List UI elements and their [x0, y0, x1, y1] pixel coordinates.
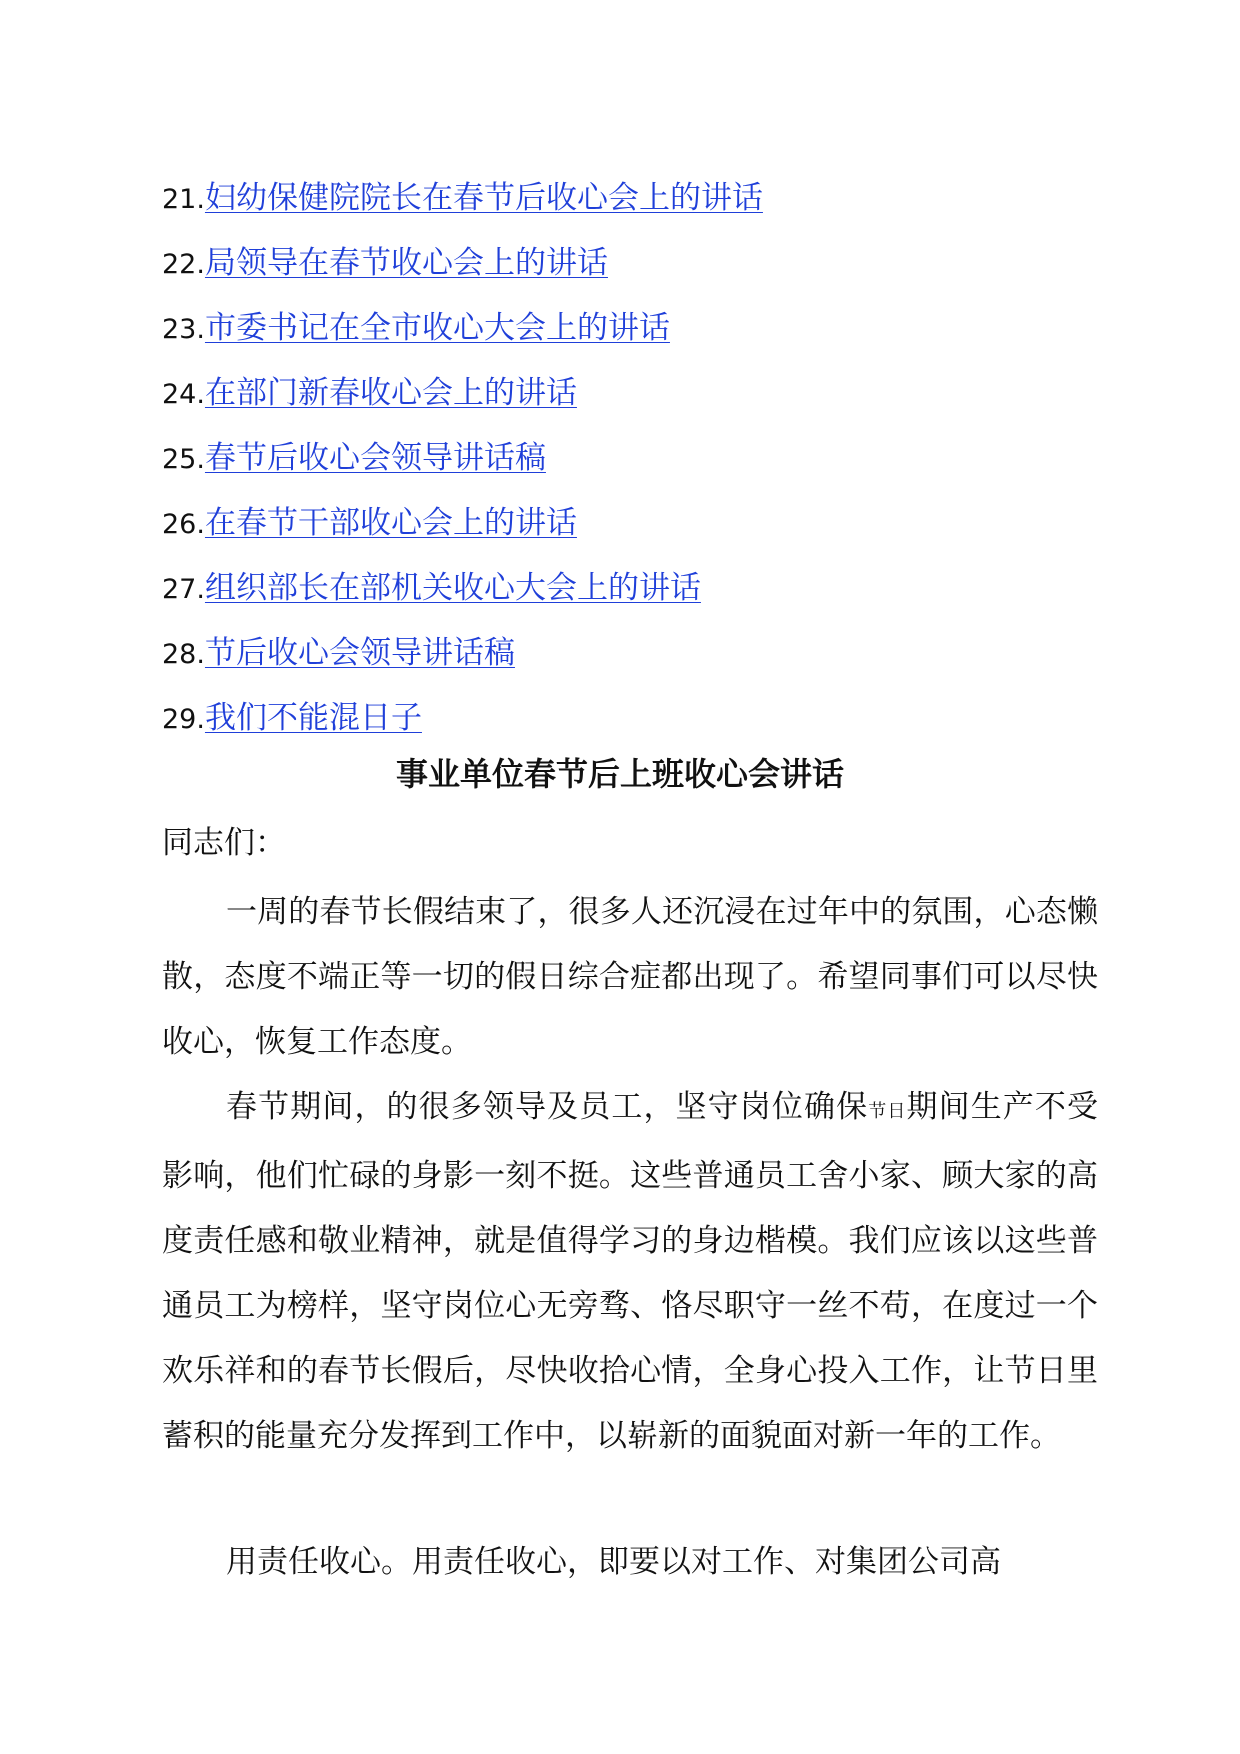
toc-link[interactable]: 在部门新春收心会上的讲话: [204, 375, 577, 411]
paragraph-2-text-a: 春节期间，的很多领导及员工，坚守岗位确保: [226, 1089, 869, 1125]
toc-item-22: [162, 231, 1122, 296]
toc-number: 26.: [162, 509, 205, 540]
toc-number: 22.: [162, 249, 205, 280]
paragraph-2: [162, 1075, 1098, 1469]
toc-link[interactable]: 组织部长在部机关收心大会上的讲话: [204, 570, 701, 606]
toc-link[interactable]: 在春节干部收心会上的讲话: [204, 505, 577, 541]
toc-item-26: [162, 491, 1122, 556]
toc-item-21: [162, 166, 1122, 231]
toc-link[interactable]: 局领导在春节收心会上的讲话: [204, 245, 608, 281]
toc-number: 27.: [162, 574, 205, 605]
toc-item-23: [162, 296, 1122, 361]
toc-link[interactable]: 妇幼保健院院长在春节后收心会上的讲话: [204, 180, 763, 216]
toc-item-27: [162, 556, 1122, 621]
toc-link[interactable]: 我们不能混日子: [204, 700, 422, 736]
toc-link[interactable]: 春节后收心会领导讲话稿: [204, 440, 546, 476]
paragraph-2-small-text: 节日: [868, 1101, 907, 1122]
toc-item-29: [162, 686, 1122, 751]
toc-number: 24.: [162, 379, 205, 410]
salutation: 同志们：: [162, 825, 286, 861]
toc-link[interactable]: 节后收心会领导讲话稿: [204, 635, 515, 671]
toc-link[interactable]: 市委书记在全市收心大会上的讲话: [204, 310, 670, 346]
paragraph-2-text-b: 期间生产不受影响，他们忙碌的身影一刻不挺。这些普通员工舍小家、顾大家的高度责任感和敬业精神，就是值得学习的身边楷模。我们应该以这些普通员工为榜样，坚守岗位心无旁骛、恪尽职守一丝不苟，在度过一个欢乐祥和的春节长假后，尽快收拾心情，全身心投入工作，让节日里蓄积的能量充分发挥到工作中，以崭新的面貌面对新一年的工作。: [162, 1089, 1099, 1454]
toc-item-24: [162, 361, 1122, 426]
toc-number: 21.: [162, 184, 205, 215]
table-of-contents: [162, 166, 1122, 751]
article-title: 事业单位春节后上班收心会讲话: [395, 755, 844, 793]
toc-number: 28.: [162, 639, 205, 670]
toc-item-25: [162, 426, 1122, 491]
paragraph-3: 用责任收心。用责任收心，即要以对工作、对集团公司高: [226, 1544, 1001, 1580]
toc-number: 29.: [162, 704, 205, 735]
toc-number: 25.: [162, 444, 205, 475]
toc-number: 23.: [162, 314, 205, 345]
toc-item-28: [162, 621, 1122, 686]
paragraph-1: 一周的春节长假结束了，很多人还沉浸在过年中的氛围，心态懒散，态度不端正等一切的假日综合症都出现了。希望同事们可以尽快收心，恢复工作态度。: [162, 894, 1098, 1060]
